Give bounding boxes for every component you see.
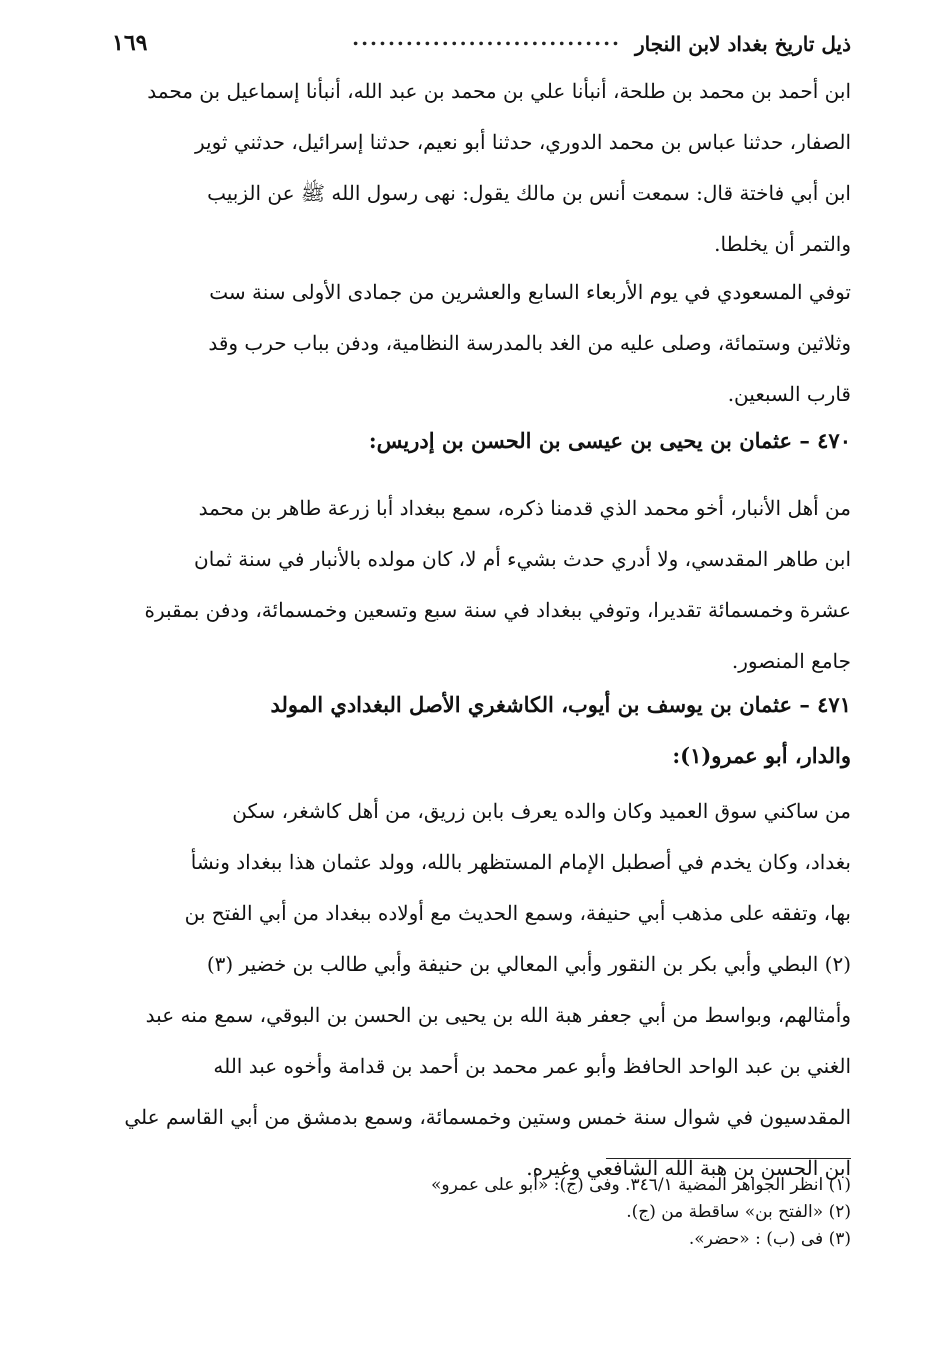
text-line: بها، وتفقه على مذهب أبي حنيفة، وسمع الحديث مع أولاده ببغداد من أبي الفتح بن	[184, 901, 851, 925]
text-line: الصفار، حدثنا عباس بن محمد الدوري، حدثنا أبو نعيم، حدثنا إسرائيل، حدثني ثوير	[194, 130, 851, 154]
text-line: توفي المسعودي في يوم الأربعاء السابع والعشرين من جمادى الأولى سنة ست	[209, 280, 851, 304]
header-leader-dots: ..............................	[352, 28, 621, 50]
text-line: والتمر أن يخلطا.	[714, 232, 851, 256]
heading-line: ٤٧١ – عثمان بن يوسف بن أيوب، الكاشغري الأصل البغدادي المولد	[270, 692, 851, 717]
text-line: قارب السبعين.	[727, 382, 851, 406]
paragraph-entry-470	[112, 483, 851, 687]
text-line: بغداد، وكان يخدم في أصطبل الإمام المستظهر بالله، وولد عثمان هذا ببغداد ونشأ	[190, 850, 851, 874]
footnote: (٢) «الفتح بن» ساقطة من (ج).	[626, 1202, 851, 1222]
footnote-separator	[606, 1158, 851, 1159]
text-line: المقدسيون في شوال سنة خمس وستين وخمسمائة، وسمع بدمشق من أبي القاسم علي	[124, 1105, 851, 1129]
text-line: ابن الحسن بن هبة الله الشافعي وغيره.	[526, 1156, 851, 1180]
text-line: من أهل الأنبار، أخو محمد الذي قدمنا ذكره، سمع ببغداد أبا زرعة طاهر بن محمد	[198, 496, 851, 520]
heading-line: ٤٧٠ – عثمان بن يحيى بن عيسى بن الحسن بن إدريس:	[368, 428, 851, 453]
text-line: وأمثالهم، وبواسط من أبي جعفر هبة الله بن يحيى بن الحسن بن البوقي، سمع منه عبد	[145, 1003, 851, 1027]
footnotes	[112, 1172, 851, 1253]
text-line: ابن أحمد بن محمد بن طلحة، أنبأنا علي بن محمد بن عبد الله، أنبأنا إسماعيل بن محمد	[147, 79, 851, 103]
text-line: ابن طاهر المقدسي، ولا أدري حدث بشيء أم لا، كان مولده بالأنبار في سنة ثمان	[194, 547, 851, 571]
text-line: (٢) البطي وأبي بكر بن النقور وأبي المعالي بن حنيفة وأبي طالب بن خضير (٣)	[206, 952, 851, 976]
paragraph-death-note	[112, 267, 851, 420]
running-header	[112, 28, 851, 64]
footnote: (١) انظر الجواهر المضية ٣٤٦/١. وفى (ج): «أبو على عمرو»	[431, 1175, 851, 1195]
paragraph-hadith	[112, 66, 851, 270]
text-line: عشرة وخمسمائة تقديرا، وتوفي ببغداد في سنة سبع وتسعين وخمسمائة، ودفن بمقبرة	[144, 598, 851, 622]
entry-heading-470	[112, 415, 851, 466]
page-number: ١٦٩	[112, 30, 148, 56]
paragraph-entry-471	[112, 786, 851, 1194]
text-line: الغني بن عبد الواحد الحافظ وأبو عمر محمد بن أحمد بن قدامة وأخوه عبد الله	[213, 1054, 851, 1078]
text-line: ابن أبي فاختة قال: سمعت أنس بن مالك يقول: نهى رسول الله ﷺ عن الزبيب	[207, 181, 851, 205]
text-line: وثلاثين وستمائة، وصلى عليه من الغد بالمدرسة النظامية، ودفن بباب حرب وقد	[208, 331, 851, 355]
footnote: (٣) فى (ب) : «حضر».	[688, 1229, 851, 1249]
entry-heading-471	[112, 679, 851, 781]
text-line: من ساكني سوق العميد وكان والده يعرف بابن زريق، من أهل كاشغر، سكن	[232, 799, 851, 823]
book-title: ذيل تاريخ بغداد لابن النجار	[635, 32, 851, 56]
heading-line: والدار، أبو عمرو(١):	[672, 743, 851, 768]
text-line: جامع المنصور.	[731, 649, 851, 673]
